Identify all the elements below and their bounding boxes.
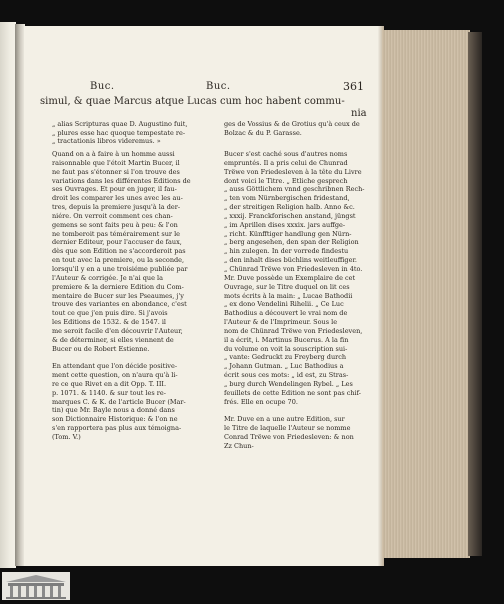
text-line: „ ex dono Vendelini Rihelii. „ Ce Luc xyxy=(224,300,344,309)
text-line: & de déterminer, si elles viennent de xyxy=(52,335,174,344)
text-line: „ xxxij. Franckforischen anstand, jüngst xyxy=(224,211,356,220)
text-line: „ auss Göttlichem vnnd geschribnen Rech- xyxy=(224,185,365,194)
text-line: ses Ouvrages. Et pour en juger, il fau- xyxy=(52,185,177,194)
quote-line: Bolzac & du P. Garasse. xyxy=(224,128,302,137)
text-line: „ den inhalt dises büchlins weitleuffiger. xyxy=(224,256,357,265)
text-line: frés. Elle en ocupe 70. xyxy=(224,397,298,406)
quote-left xyxy=(52,120,212,146)
text-line: empruntés. Il a pris celui de Chunrad xyxy=(224,158,348,167)
text-line xyxy=(224,406,374,415)
text-line: dernier Editeur, pour l'accuser de faux, xyxy=(52,238,182,247)
quote-line: ges de Vossius & de Grotius qu'à ceux de xyxy=(224,120,360,128)
text-line: Bucer ou de Robert Estienne. xyxy=(52,344,150,353)
text-line: „ richt. Künfftiger handlung gen Nürn- xyxy=(224,229,352,238)
text-line xyxy=(52,353,202,362)
text-line: le Titre de laquelle l'Auteur se nomme xyxy=(224,424,351,433)
text-line: Bathodius a découvert le vrai nom de xyxy=(224,309,348,318)
text-line: „ ten vom Nürnbergischen fridestand, xyxy=(224,194,350,203)
text-line: Zz Chun- xyxy=(224,441,254,450)
library-building-logo xyxy=(2,572,70,600)
text-line: p. 1071. & 1140. & sur tout les re- xyxy=(52,388,166,397)
text-line: Trëwe von Friedesleven à la tête du Livre xyxy=(224,167,362,176)
text-line: dès que son Edition ne s'accorderoit pas xyxy=(52,247,186,256)
text-line: l'Auteur & de l'Imprimeur. Sous le xyxy=(224,318,338,327)
quote-right xyxy=(224,120,374,137)
text-line: Bucer s'est caché sous d'autres noms xyxy=(224,150,348,158)
page-number: 361 xyxy=(343,80,364,93)
quote-line: „ tractationis libros videremus. » xyxy=(52,137,161,145)
text-line: les Editions de 1532. & de 1547. il xyxy=(52,318,167,327)
text-line: Mr. Duve en a une autre Edition, sur xyxy=(224,415,345,424)
text-line: ment cette question, on n'aura qu'à li- xyxy=(52,371,178,380)
quote-line: „ alias Scripturas quae D. Augustino fuit, xyxy=(52,120,188,128)
running-head-left: Buc. xyxy=(90,81,115,92)
text-line: tin) que Mr. Bayle nous a donné dans xyxy=(52,406,175,415)
scan-footer xyxy=(0,571,504,601)
text-line: „ vante: Gedruckt zu Freyberg durch xyxy=(224,353,347,362)
text-line: re ce que Rivet en a dit Opp. T. III. xyxy=(52,379,167,388)
text-line: Quand on a à faire à un homme aussi xyxy=(52,150,175,158)
top-line: simul, & quae Marcus atque Lucas cum hoc habent commu- xyxy=(40,96,345,107)
text-line: l'Auteur & corrigée. Je n'ai que la xyxy=(52,273,163,282)
text-line: nom de Chünrad Trëwe von Friedesleven, xyxy=(224,326,363,335)
text-line: s'en rapportera pas plus aux témoigna- xyxy=(52,424,182,433)
text-line: trouve des variantes en abondance, c'est xyxy=(52,300,187,309)
text-line: Mr. Duve possède un Exemplaire de cet xyxy=(224,273,356,282)
text-line: ne tomberoit pas témérairement sur le xyxy=(52,229,180,238)
text-line: me seroit facile d'en découvrir l'Auteur, xyxy=(52,326,183,335)
text-line: ne faut pas s'étonner si l'on trouve des xyxy=(52,167,180,176)
text-line: variations dans les différentes Editions de xyxy=(52,176,191,185)
text-line: Ouvrage, sur le Titre duquel on lit ces xyxy=(224,282,350,291)
text-line: „ im Aprillen dises xxxix. jars auffge- xyxy=(224,220,346,229)
quote-line: „ plures esse hac quoque tempestate re- xyxy=(52,128,186,137)
text-line: niére. On verroit comment ces chan- xyxy=(52,211,173,220)
running-head-right: Buc. xyxy=(206,81,231,92)
text-line: en tout avec la premiere, ou la seconde, xyxy=(52,256,185,265)
text-line: „ Chünrad Trëwe von Friedesleven in 4to. xyxy=(224,264,363,273)
text-line: „ burg durch Wendelingen Rybel. „ Les xyxy=(224,379,353,388)
text-line: premiere & la derniere Edition du Com- xyxy=(52,282,184,291)
text-line: tres, depuis la premiere jusqu'à la der- xyxy=(52,203,181,212)
text-line: „ der streitigen Religion halb. Anno &c. xyxy=(224,203,355,212)
text-line: „ berg angesehen, den span der Religion xyxy=(224,238,359,247)
book-cover-shadow xyxy=(468,32,482,556)
text-line: mots écrits à la main: „ Lucae Bathodii xyxy=(224,291,353,300)
text-line: feuillets de cette Edition ne sont pas chif- xyxy=(224,388,362,397)
column-right xyxy=(224,150,374,451)
book-fore-edge xyxy=(382,30,470,558)
text-line: gemens se sont faits peu à peu: & l'on xyxy=(52,220,178,229)
left-page-edge xyxy=(0,22,16,568)
text-line: droit les comparer les unes avec les au- xyxy=(52,194,183,203)
text-line: du volume on voit la souscription sui- xyxy=(224,344,348,353)
text-line: il a écrit, i. Martinus Bucerus. A la fin xyxy=(224,335,349,344)
text-line: Conrad Trëwe von Friedesleven: & non xyxy=(224,433,354,441)
column-left xyxy=(52,150,202,442)
text-line: (Tom. V.) xyxy=(52,433,81,441)
text-line: mentaire de Bucer sur les Pseaumes, j'y xyxy=(52,291,184,300)
text-line: En attendant que l'on décide positive- xyxy=(52,362,178,371)
text-line: écrit sous ces mots: „ id est, zu Stras- xyxy=(224,371,349,380)
text-line: lorsqu'il y en a une troisiéme publiée par xyxy=(52,264,188,273)
text-line: tout ce que j'en puis dire. Si j'avois xyxy=(52,309,168,318)
text-line: marques C. & K. de l'article Bucer (Mar- xyxy=(52,397,186,406)
text-line: raisonnable que l'étoit Martin Bucer, il xyxy=(52,158,180,167)
text-line: son Dictionnaire Historique: & l'on ne xyxy=(52,415,178,424)
text-line: „ hin zulegen. In der vorrede findestu xyxy=(224,247,349,256)
text-line: „ Johann Gutman. „ Luc Bathodius a xyxy=(224,362,344,371)
text-line: dont voici le Titre. „ Etliche gesprech xyxy=(224,176,348,185)
top-line-continuation: nia xyxy=(351,108,367,119)
